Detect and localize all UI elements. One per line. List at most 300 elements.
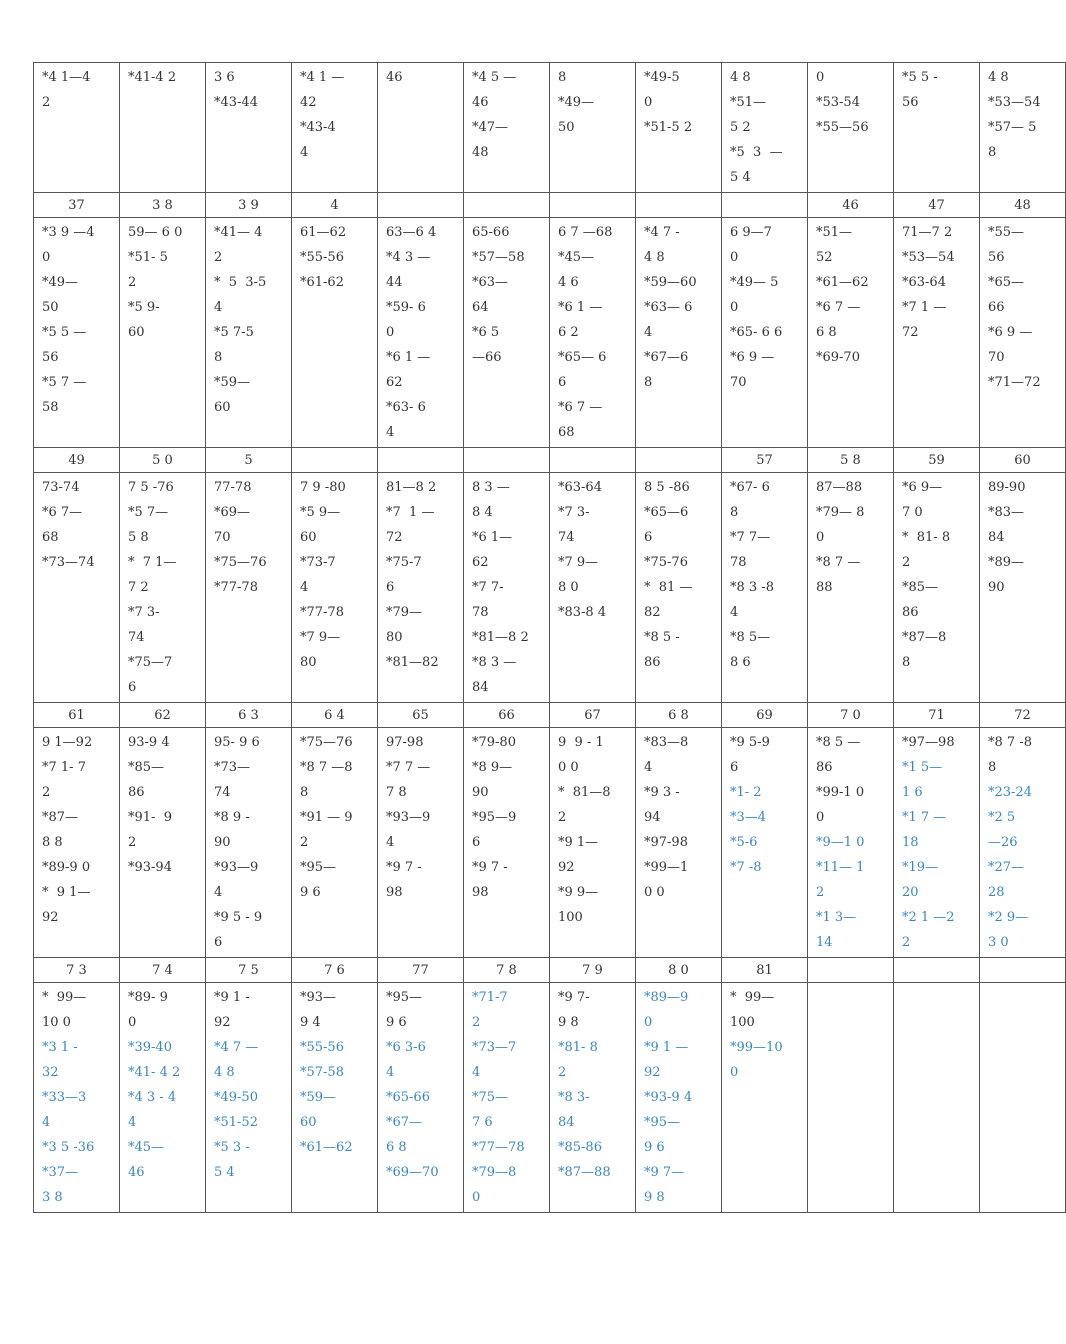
cell-line: 0 <box>816 70 825 85</box>
schedule-cell <box>636 218 722 448</box>
column-number <box>464 448 550 473</box>
cell-line: 1 6 <box>902 785 923 800</box>
cell-line: *55— <box>988 225 1025 240</box>
cell-line: 8 <box>558 70 567 85</box>
cell-line: *99—10 <box>730 1040 783 1055</box>
column-number: 62 <box>120 703 206 728</box>
cell-line: 92 <box>42 910 59 925</box>
cell-line: 60 <box>128 325 145 340</box>
cell-line: * 5 3-5 <box>214 275 267 290</box>
cell-line: 63—6 4 <box>386 225 437 240</box>
cell-line: *59—60 <box>644 275 697 290</box>
column-number <box>636 448 722 473</box>
column-number: 46 <box>808 193 894 218</box>
cell-line: *53—54 <box>988 95 1041 110</box>
cell-line: *8 3 -8 <box>730 580 774 595</box>
column-number <box>464 193 550 218</box>
cell-line: 0 <box>816 810 825 825</box>
cell-line: 64 <box>472 300 489 315</box>
schedule-cell <box>894 63 980 193</box>
schedule-cell <box>980 728 1066 958</box>
cell-line: *51— <box>730 95 767 110</box>
cell-line: *7 1 — <box>902 300 947 315</box>
cell-line: *9 1 - <box>214 990 250 1005</box>
cell-line: *47— <box>472 120 509 135</box>
cell-line: 20 <box>902 885 919 900</box>
cell-line: *5 9- <box>128 300 160 315</box>
column-number: 3 9 <box>206 193 292 218</box>
cell-line: 3 8 <box>42 1190 63 1205</box>
cell-line: *41-4 2 <box>128 70 177 85</box>
cell-line: *85-86 <box>558 1140 602 1155</box>
cell-line: 82 <box>644 605 661 620</box>
cell-line: *59- 6 <box>386 300 426 315</box>
cell-line: 5 8 <box>128 530 149 545</box>
column-number: 3 8 <box>120 193 206 218</box>
cell-line: 92 <box>558 860 575 875</box>
schedule-cell <box>464 63 550 193</box>
cell-line: *59— <box>300 1090 337 1105</box>
cell-line: 6 <box>730 760 739 775</box>
entry-row <box>34 473 1066 703</box>
schedule-cell <box>980 63 1066 193</box>
cell-line: *93—9 <box>386 810 431 825</box>
cell-line: 6 <box>558 375 567 390</box>
cell-line: *73— <box>214 760 251 775</box>
cell-line: 70 <box>988 350 1005 365</box>
cell-line: *49-5 <box>644 70 680 85</box>
cell-line: *87—88 <box>558 1165 611 1180</box>
cell-line: *73-7 <box>300 555 336 570</box>
cell-line: *95— <box>644 1115 681 1130</box>
cell-line: *6 9 — <box>730 350 775 365</box>
cell-line: *2 5 <box>988 810 1016 825</box>
cell-line: *4 1 — <box>300 70 345 85</box>
schedule-cell <box>120 983 206 1213</box>
column-number: 71 <box>894 703 980 728</box>
cell-line: 8 5 -86 <box>644 480 690 495</box>
schedule-cell <box>636 473 722 703</box>
cell-line: 28 <box>988 885 1005 900</box>
cell-line: 86 <box>644 655 661 670</box>
schedule-cell <box>464 473 550 703</box>
schedule-cell <box>722 728 808 958</box>
cell-line: *7 9— <box>558 555 599 570</box>
cell-line: *73—7 <box>472 1040 517 1055</box>
cell-line: 9 1—92 <box>42 735 93 750</box>
cell-line: 2 <box>128 835 137 850</box>
column-number: 60 <box>980 448 1066 473</box>
cell-line: *55—56 <box>816 120 869 135</box>
cell-line: 0 0 <box>558 760 579 775</box>
schedule-cell <box>808 63 894 193</box>
cell-line: * 99— <box>730 990 775 1005</box>
column-number: 67 <box>550 703 636 728</box>
cell-line: * 81- 8 <box>902 530 951 545</box>
column-number: 7 3 <box>34 958 120 983</box>
cell-line: *99-1 0 <box>816 785 865 800</box>
column-number: 48 <box>980 193 1066 218</box>
cell-line: *1 5— <box>902 760 943 775</box>
cell-line: 10 0 <box>42 1015 71 1030</box>
schedule-cell <box>722 218 808 448</box>
cell-line: 74 <box>558 530 575 545</box>
cell-line: 9 4 <box>300 1015 321 1030</box>
column-number: 57 <box>722 448 808 473</box>
cell-line: 4 <box>386 1065 395 1080</box>
cell-line: *93-94 <box>128 860 172 875</box>
cell-line: 6 7 —68 <box>558 225 613 240</box>
cell-line: *89- 9 <box>128 990 168 1005</box>
cell-line: 4 <box>300 580 309 595</box>
cell-line: *5 3 — <box>730 145 783 160</box>
schedule-cell <box>894 218 980 448</box>
cell-line: 86 <box>816 760 833 775</box>
cell-line: *65— 6 <box>558 350 607 365</box>
cell-line: 77-78 <box>214 480 252 495</box>
schedule-sheet <box>33 62 1041 1213</box>
cell-line: *83-8 4 <box>558 605 607 620</box>
cell-line: * 81 — <box>644 580 693 595</box>
cell-line: * 9 1— <box>42 885 91 900</box>
cell-line: 8 3 — <box>472 480 510 495</box>
cell-line: 0 0 <box>644 885 665 900</box>
cell-line: 6 <box>214 935 223 950</box>
cell-line: 9 8 <box>558 1015 579 1030</box>
cell-line: *63— <box>472 275 509 290</box>
schedule-cell <box>206 728 292 958</box>
schedule-cell <box>464 728 550 958</box>
cell-line: 8 <box>214 350 223 365</box>
schedule-cell <box>292 473 378 703</box>
cell-line: *85— <box>128 760 165 775</box>
cell-line: *5 7-5 <box>214 325 254 340</box>
cell-line: 8 <box>988 760 997 775</box>
cell-line: 48 <box>472 145 489 160</box>
cell-line: 9 8 <box>644 1190 665 1205</box>
column-number: 5 0 <box>120 448 206 473</box>
column-number: 49 <box>34 448 120 473</box>
cell-line: *4 3 — <box>386 250 431 265</box>
cell-line: *7 9— <box>300 630 341 645</box>
cell-line: 62 <box>386 375 403 390</box>
cell-line: *57— 5 <box>988 120 1037 135</box>
schedule-cell <box>636 63 722 193</box>
cell-line: *51-5 2 <box>644 120 693 135</box>
cell-line: 6 <box>472 835 481 850</box>
cell-line: 60 <box>214 400 231 415</box>
cell-line: 90 <box>988 580 1005 595</box>
cell-line: *91 — 9 <box>300 810 353 825</box>
cell-line: 100 <box>730 1015 755 1030</box>
cell-line: 9 6 <box>644 1140 665 1155</box>
cell-line: *9—1 0 <box>816 835 865 850</box>
cell-line: 68 <box>42 530 59 545</box>
cell-line: *41- 4 2 <box>128 1065 181 1080</box>
cell-line: *7 1 — <box>386 505 435 520</box>
cell-line: 18 <box>902 835 919 850</box>
cell-line: 97-98 <box>386 735 424 750</box>
cell-line: 2 <box>214 250 223 265</box>
cell-line: *5 5 - <box>902 70 938 85</box>
cell-line: *49-50 <box>214 1090 258 1105</box>
cell-line: *49— <box>558 95 595 110</box>
cell-line: *83— <box>988 505 1025 520</box>
cell-line: 44 <box>386 275 403 290</box>
cell-line: *1- 2 <box>730 785 762 800</box>
cell-line: *8 3 — <box>472 655 517 670</box>
cell-line: 8 <box>730 505 739 520</box>
schedule-cell <box>980 473 1066 703</box>
cell-line: 6 8 <box>386 1140 407 1155</box>
cell-line: 4 8 <box>988 70 1009 85</box>
cell-line: *79— <box>386 605 423 620</box>
cell-line: *71-7 <box>472 990 508 1005</box>
cell-line: *3 5 -36 <box>42 1140 95 1155</box>
cell-line: 0 <box>730 300 739 315</box>
cell-line: *3—4 <box>730 810 767 825</box>
cell-line: *63-64 <box>902 275 946 290</box>
column-number: 6 4 <box>292 703 378 728</box>
cell-line: *65- 6 6 <box>730 325 783 340</box>
column-number <box>808 958 894 983</box>
cell-line: 74 <box>128 630 145 645</box>
cell-line: 7 8 <box>386 785 407 800</box>
cell-line: 0 <box>128 1015 137 1030</box>
cell-line: *5-6 <box>730 835 758 850</box>
schedule-cell <box>808 218 894 448</box>
cell-line: *7 7- <box>472 580 504 595</box>
cell-line: 4 <box>386 425 395 440</box>
cell-line: 4 <box>386 835 395 850</box>
cell-line: 0 <box>42 250 51 265</box>
schedule-cell <box>464 983 550 1213</box>
cell-line: 0 <box>644 95 653 110</box>
cell-line: 4 <box>128 1115 137 1130</box>
cell-line: *69-70 <box>816 350 860 365</box>
column-number: 4 <box>292 193 378 218</box>
header-row <box>34 448 1066 473</box>
cell-line: *5 3 - <box>214 1140 250 1155</box>
cell-line: *1 7 — <box>902 810 947 825</box>
cell-line: 84 <box>472 680 489 695</box>
cell-line: *7 3- <box>558 505 590 520</box>
cell-line: *9 7— <box>644 1165 685 1180</box>
schedule-cell <box>550 63 636 193</box>
entry-row <box>34 63 1066 193</box>
cell-line: *89—9 <box>644 990 689 1005</box>
cell-line: *51-52 <box>214 1115 258 1130</box>
cell-line: 80 <box>300 655 317 670</box>
cell-line: *75—7 <box>128 655 173 670</box>
cell-line: 56 <box>988 250 1005 265</box>
cell-line: *9 5-9 <box>730 735 770 750</box>
cell-line: 4 8 <box>214 1065 235 1080</box>
cell-line: 78 <box>472 605 489 620</box>
schedule-cell <box>550 473 636 703</box>
cell-line: *71—72 <box>988 375 1041 390</box>
schedule-cell <box>292 63 378 193</box>
cell-line: 5 4 <box>214 1165 235 1180</box>
cell-line: 94 <box>644 810 661 825</box>
cell-line: *99—1 <box>644 860 689 875</box>
cell-line: *69—70 <box>386 1165 439 1180</box>
cell-line: *9 1 — <box>644 1040 689 1055</box>
cell-line: *89— <box>988 555 1025 570</box>
cell-line: *7 3- <box>128 605 160 620</box>
cell-line: 71—7 2 <box>902 225 953 240</box>
schedule-cell <box>292 728 378 958</box>
column-number <box>378 448 464 473</box>
cell-line: *59— <box>214 375 251 390</box>
schedule-cell <box>34 728 120 958</box>
cell-line: *8 5 - <box>644 630 680 645</box>
cell-line: 60 <box>300 530 317 545</box>
cell-line: 46 <box>128 1165 145 1180</box>
cell-line: 0 <box>730 1065 739 1080</box>
cell-line: *49— <box>42 275 79 290</box>
cell-line: *9 1— <box>558 835 599 850</box>
cell-line: *63— 6 <box>644 300 693 315</box>
cell-line: * 7 1— <box>128 555 177 570</box>
schedule-cell <box>980 983 1066 1213</box>
cell-line: 2 <box>472 1015 481 1030</box>
column-number: 7 8 <box>464 958 550 983</box>
cell-line: 8 4 <box>472 505 493 520</box>
column-number: 7 6 <box>292 958 378 983</box>
cell-line: *8 9 - <box>214 810 250 825</box>
cell-line: *67—6 <box>644 350 689 365</box>
cell-line: *65— <box>988 275 1025 290</box>
cell-line: *6 9 — <box>988 325 1033 340</box>
column-number: 65 <box>378 703 464 728</box>
schedule-cell <box>894 728 980 958</box>
cell-line: *3 9 —4 <box>42 225 95 240</box>
cell-line: 61—62 <box>300 225 347 240</box>
column-number <box>550 448 636 473</box>
schedule-cell <box>808 728 894 958</box>
cell-line: *83—8 <box>644 735 689 750</box>
cell-line: 4 8 <box>730 70 751 85</box>
cell-line: —66 <box>472 350 502 365</box>
cell-line: 65-66 <box>472 225 510 240</box>
cell-line: *77-78 <box>214 580 258 595</box>
header-row <box>34 958 1066 983</box>
cell-line: *9 5 - 9 <box>214 910 263 925</box>
schedule-cell <box>378 218 464 448</box>
cell-line: *9 9— <box>558 885 599 900</box>
schedule-cell <box>894 983 980 1213</box>
column-number: 8 0 <box>636 958 722 983</box>
cell-line: 80 <box>386 630 403 645</box>
schedule-cell <box>206 218 292 448</box>
cell-line: 7 5 -76 <box>128 480 174 495</box>
schedule-cell <box>206 983 292 1213</box>
cell-line: 3 0 <box>988 935 1009 950</box>
cell-line: 90 <box>472 785 489 800</box>
cell-line: *45— <box>558 250 595 265</box>
cell-line: *75—76 <box>300 735 353 750</box>
column-number: 61 <box>34 703 120 728</box>
entry-row <box>34 218 1066 448</box>
schedule-table <box>33 62 1066 1213</box>
cell-line: 0 <box>816 530 825 545</box>
cell-line: 6 <box>386 580 395 595</box>
cell-line: 95- 9 6 <box>214 735 260 750</box>
cell-line: *9 3 - <box>644 785 680 800</box>
cell-line: 4 <box>644 325 653 340</box>
cell-line: *3 1 - <box>42 1040 78 1055</box>
column-number: 5 <box>206 448 292 473</box>
cell-line: *61—62 <box>300 1140 353 1155</box>
cell-line: 6 <box>644 530 653 545</box>
cell-line: *65—6 <box>644 505 689 520</box>
column-number: 7 9 <box>550 958 636 983</box>
cell-line: 2 <box>558 1065 567 1080</box>
cell-line: *6 7 — <box>816 300 861 315</box>
cell-line: *75-7 <box>386 555 422 570</box>
cell-line: 100 <box>558 910 583 925</box>
cell-line: 56 <box>902 95 919 110</box>
cell-line: *6 1— <box>472 530 513 545</box>
cell-line: 88 <box>816 580 833 595</box>
cell-line: 52 <box>816 250 833 265</box>
cell-line: 8 0 <box>558 580 579 595</box>
cell-line: *1 3— <box>816 910 857 925</box>
column-number: 47 <box>894 193 980 218</box>
cell-line: *6 5 <box>472 325 500 340</box>
cell-line: 2 <box>816 885 825 900</box>
cell-line: *19— <box>902 860 939 875</box>
cell-line: 0 <box>644 1015 653 1030</box>
schedule-cell <box>378 728 464 958</box>
schedule-cell <box>120 63 206 193</box>
cell-line: 4 8 <box>644 250 665 265</box>
cell-line: 4 <box>214 300 223 315</box>
schedule-cell <box>980 218 1066 448</box>
cell-line: 7 6 <box>472 1115 493 1130</box>
column-number: 81 <box>722 958 808 983</box>
cell-line: *11— 1 <box>816 860 865 875</box>
schedule-cell <box>120 218 206 448</box>
cell-line: *65-66 <box>386 1090 430 1105</box>
cell-line: *8 7 — <box>816 555 861 570</box>
cell-line: 9 6 <box>300 885 321 900</box>
cell-line: *63- 6 <box>386 400 426 415</box>
entry-row <box>34 728 1066 958</box>
cell-line: 8 <box>902 655 911 670</box>
schedule-cell <box>722 473 808 703</box>
cell-line: *5 7— <box>128 505 169 520</box>
column-number <box>550 193 636 218</box>
cell-line: 2 <box>902 555 911 570</box>
column-number: 7 0 <box>808 703 894 728</box>
cell-line: *9 7 - <box>472 860 508 875</box>
cell-line: *87— <box>42 810 79 825</box>
schedule-cell <box>636 728 722 958</box>
cell-line: *81—82 <box>386 655 439 670</box>
column-number: 59 <box>894 448 980 473</box>
cell-line: 4 <box>472 1065 481 1080</box>
cell-line: *73—74 <box>42 555 95 570</box>
cell-line: 87—88 <box>816 480 863 495</box>
cell-line: *57-58 <box>300 1065 344 1080</box>
cell-line: 66 <box>988 300 1005 315</box>
schedule-cell <box>34 473 120 703</box>
cell-line: 90 <box>214 835 231 850</box>
cell-line: *51- 5 <box>128 250 168 265</box>
cell-line: *4 7 - <box>644 225 680 240</box>
